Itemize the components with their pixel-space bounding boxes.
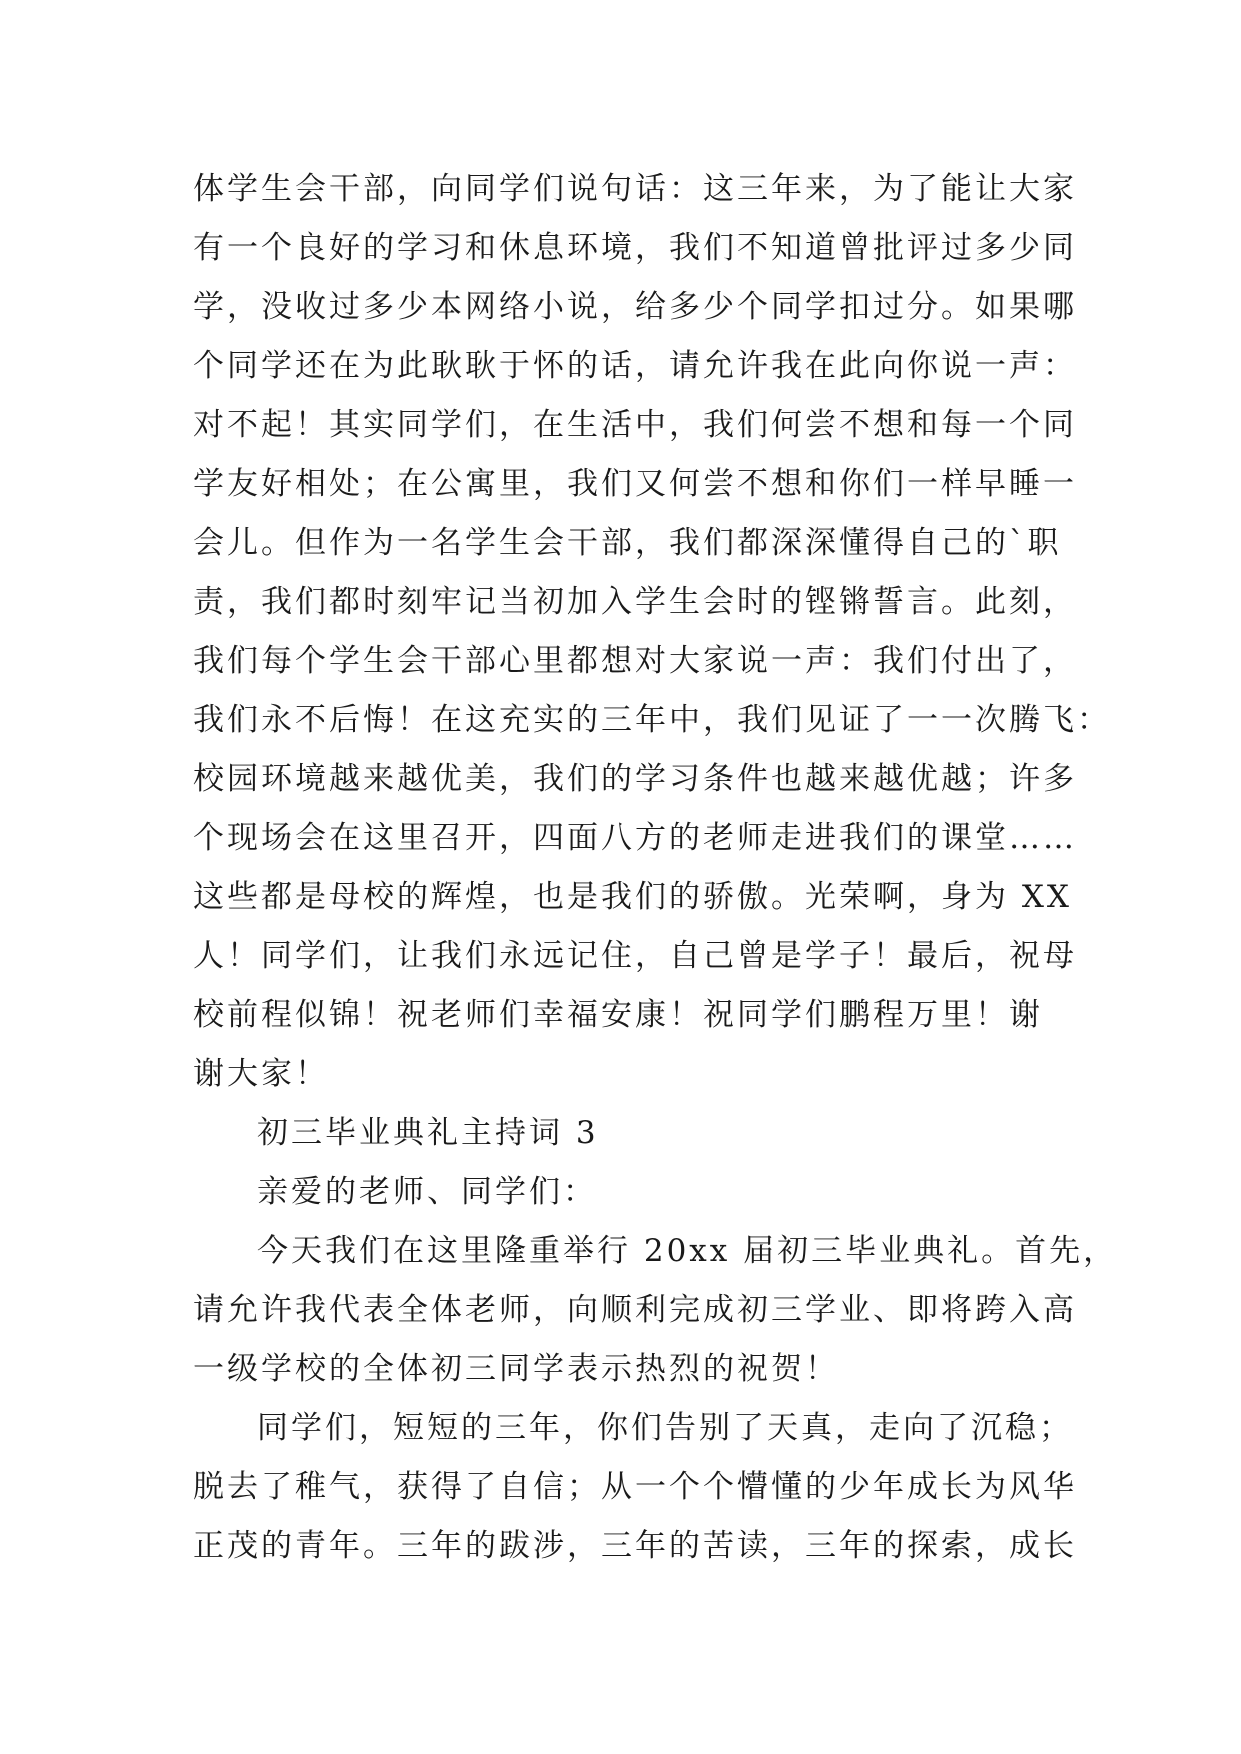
salutation: 亲爱的老师、同学们： <box>257 1174 597 1210</box>
body-line: 我们每个学生会干部心里都想对大家说一声：我们付出了， <box>193 643 1077 679</box>
body-line: 请允许我代表全体老师，向顺利完成初三学业、即将跨入高 <box>193 1292 1077 1328</box>
body-line: 一级学校的全体初三同学表示热烈的祝贺！ <box>193 1351 839 1387</box>
paragraph-start-line: 今天我们在这里隆重举行 20xx 届初三毕业典礼。首先， <box>257 1233 1118 1269</box>
body-line: 会儿。但作为一名学生会干部，我们都深深懂得自己的`职 <box>193 525 1062 561</box>
paragraph-start-line: 同学们，短短的三年，你们告别了天真，走向了沉稳； <box>257 1410 1073 1446</box>
body-line: 谢大家！ <box>193 1056 329 1092</box>
section-heading: 初三毕业典礼主持词 3 <box>257 1115 599 1151</box>
body-line: 脱去了稚气，获得了自信；从一个个懵懂的少年成长为风华 <box>193 1469 1077 1505</box>
body-line: 我们永不后悔！在这充实的三年中，我们见证了一一次腾飞： <box>193 702 1111 738</box>
body-line: 学，没收过多少本网络小说，给多少个同学扣过分。如果哪 <box>193 289 1077 325</box>
body-line: 学友好相处；在公寓里，我们又何尝不想和你们一样早睡一 <box>193 466 1077 502</box>
body-line: 校前程似锦！祝老师们幸福安康！祝同学们鹏程万里！谢 <box>193 997 1043 1033</box>
body-line: 责，我们都时刻牢记当初加入学生会时的铿锵誓言。此刻， <box>193 584 1077 620</box>
body-line: 有一个良好的学习和休息环境，我们不知道曾批评过多少同 <box>193 230 1077 266</box>
body-line: 对不起！其实同学们，在生活中，我们何尝不想和每一个同 <box>193 407 1077 443</box>
body-line: 个同学还在为此耿耿于怀的话，请允许我在此向你说一声： <box>193 348 1077 384</box>
body-line: 个现场会在这里召开，四面八方的老师走进我们的课堂…… <box>193 820 1077 856</box>
body-line: 正茂的青年。三年的跋涉，三年的苦读，三年的探索，成长 <box>193 1528 1077 1564</box>
body-line: 人！同学们，让我们永远记住，自己曾是学子！最后，祝母 <box>193 938 1077 974</box>
body-line: 体学生会干部，向同学们说句话：这三年来，为了能让大家 <box>193 171 1077 207</box>
body-line: 校园环境越来越优美，我们的学习条件也越来越优越；许多 <box>193 761 1077 797</box>
document-body <box>193 160 1118 1576</box>
body-line: 这些都是母校的辉煌，也是我们的骄傲。光荣啊，身为 XX <box>193 879 1072 915</box>
